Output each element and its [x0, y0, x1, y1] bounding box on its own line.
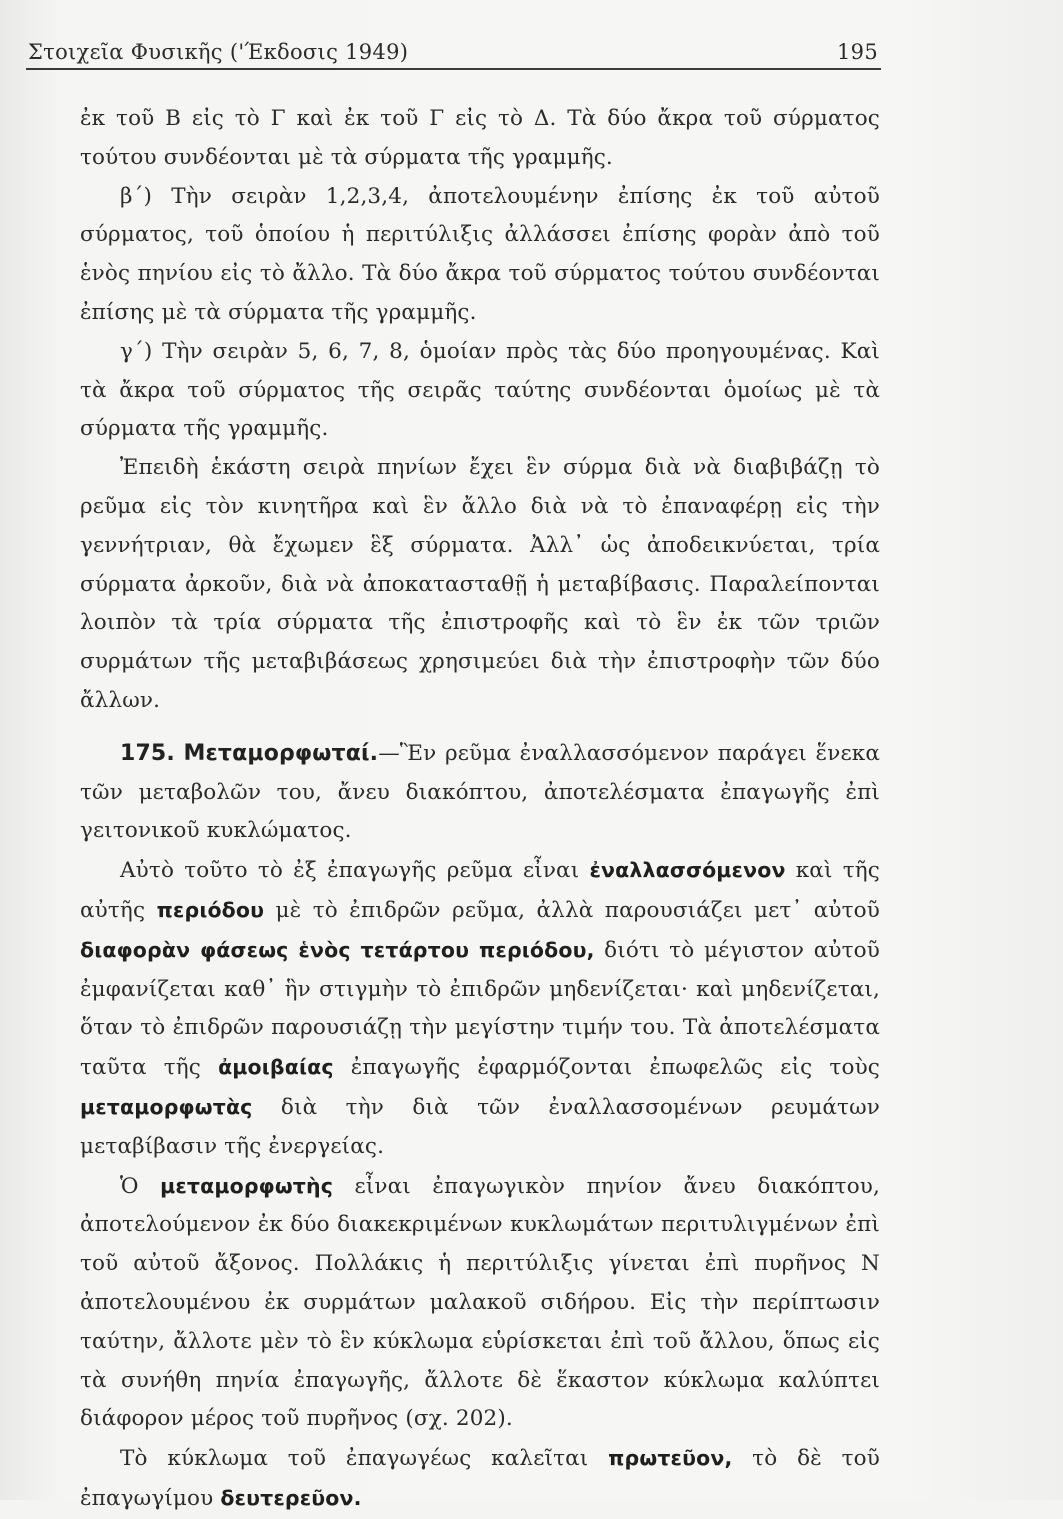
text-run: ἐπαγωγῆς ἐφαρμόζονται ἐπωφελῶς εἰς τοὺς [333, 1055, 880, 1081]
text-run: τὸ δὲ τοῦ ἐπαγωγίμου [80, 1446, 881, 1511]
page-body [80, 100, 880, 1519]
term-period: περιόδου [156, 897, 265, 922]
page-number: 195 [837, 40, 878, 64]
paragraph-series-c: γ΄) Τὴν σειρὰν 5, 6, 7, 8, ὁμοίαν πρὸς τὰς δύο προηγουμένας. Καὶ τὰ ἄκρα τοῦ σύρματος τῆς σειρᾶς ταύτης συνδέονται ὁμοίως μὲ τὰ σύρματα τῆς γραμμῆς. [80, 338, 880, 442]
paragraph-transformer [80, 1167, 880, 1440]
text-run: Αὐτὸ τοῦτο τὸ ἐξ ἐπαγωγῆς ρεῦμα εἶναι [120, 858, 590, 884]
text-run: καὶ τῆς αὐτῆς [80, 858, 880, 923]
term-phase-difference: διαφορὰν φάσεως ἑνὸς τετάρτου περιόδου, [80, 937, 595, 962]
section-title: Μεταμορφωταί. [183, 740, 379, 766]
paragraph-series-b: β΄) Τὴν σειρὰν 1,2,3,4, ἀποτελουμένην ἐπίσης ἐκ τοῦ αὐτοῦ σύρματος, τοῦ ὁποίου ἡ περιτύλιξις ἀλλάσσει ἐπίσης φορὰν ἀπὸ τοῦ ἑνὸς πηνίου εἰς τὸ ἄλλο. Τὰ δύο ἄκρα τοῦ σύρματος τούτου συνδέονται ἐπίσης μὲ τὰ σύρματα τῆς γραμμῆς. [80, 183, 880, 325]
paragraph-primary-secondary [80, 1439, 880, 1519]
term-mutual: ἀμοιβαίας [218, 1055, 334, 1080]
text-run: διότι τὸ μέγιστον αὐτοῦ ἐμφανίζεται καθ᾽ ἣν στιγμὴν τὸ ἐπιδρῶν μηδενίζεται· καὶ μηδενίζεται, ὅταν τὸ ἐπιδρῶν παρουσιάζῃ τὴν μεγίστην τιμήν του. Τὰ ἀποτελέσματα ταῦτα τῆς [80, 937, 880, 1081]
term-secondary: δευτερεῦον. [220, 1485, 362, 1510]
term-alternating: ἐναλλασσόμενον [589, 858, 786, 883]
section-dash: — [378, 740, 400, 766]
section-number: 175. [120, 740, 175, 766]
section-175 [80, 735, 880, 851]
header-rule [26, 68, 881, 70]
text-run: μὲ τὸ ἐπιδρῶν ρεῦμα, ἀλλὰ παρουσιάζει μετ᾽ αὐτοῦ [264, 897, 880, 923]
text-run: εἶναι ἐπαγωγικὸν πηνίον ἄνευ διακόπτου, ἀποτελούμενον ἐκ δύο διακεκριμένων κυκλωμάτων περιτυλιγμένων ἐπὶ τοῦ αὐτοῦ ἄξονος. Πολλάκις ἡ περιτύλιξις γίνεται ἐπὶ πυρῆνος Ν ἀποτελουμένου ἐκ συρμάτων μαλακοῦ σιδήρου. Εἰς τὴν περίπτωσιν ταύτην, ἄλλοτε μὲν τὸ ἓν κύκλωμα εὑρίσκεται ἐπὶ τοῦ ἄλλου, ὅπως εἰς τὰ συνήθη πηνία ἐπαγωγῆς, ἄλλοτε δὲ ἕκαστον κύκλωμα καλύπτει διάφορον μέρος τοῦ πυρῆνος (σχ. 202). [80, 1173, 880, 1432]
running-title: Στοιχεῖα Φυσικῆς ('Έκδοσις 1949) [28, 40, 409, 64]
term-transformer: μεταμορφωτὴς [160, 1173, 334, 1198]
paragraph-continuation: ἐκ τοῦ Β εἰς τὸ Γ καὶ ἐκ τοῦ Γ εἰς τὸ Δ. Τὰ δύο ἄκρα τοῦ σύρματος τούτου συνδέονται μὲ τὰ σύρματα τῆς γραμμῆς. [80, 106, 880, 170]
text-run: διὰ τὴν διὰ τῶν ἐναλλασσομένων ρευμάτων μεταβίβασιν τῆς ἐνεργείας. [80, 1094, 880, 1159]
term-primary: πρωτεῦον, [608, 1446, 733, 1471]
term-transformers: μεταμορφωτὰς [80, 1094, 253, 1119]
page-header [28, 40, 878, 64]
text-run: Τὸ κύκλωμα τοῦ ἐπαγωγέως καλεῖται [120, 1446, 609, 1472]
paragraph-wires: Ἐπειδὴ ἑκάστη σειρὰ πηνίων ἔχει ἓν σύρμα διὰ νὰ διαβιβάζῃ τὸ ρεῦμα εἰς τὸν κινητῆρα καὶ ἓν ἄλλο διὰ νὰ τὸ ἐπαναφέρῃ εἰς τὴν γεννήτριαν, θὰ ἔχωμεν ἓξ σύρματα. Ἀλλ᾽ ὡς ἀποδεικνύεται, τρία σύρματα ἀρκοῦν, διὰ νὰ ἀποκατασταθῇ ἡ μεταβίβασις. Παραλείπονται λοιπὸν τὰ τρία σύρματα τῆς ἐπιστροφῆς καὶ τὸ ἓν ἐκ τῶν τριῶν συρμάτων τῆς μεταβιβάσεως χρησιμεύει διὰ τὴν ἐπιστροφὴν τῶν δύο ἄλλων. [80, 455, 880, 713]
section-intro-text: Ἓν ρεῦμα ἐναλλασσόμενον παράγει ἕνεκα τῶν μεταβολῶν του, ἄνευ διακόπτου, ἀποτελέσματα ἐπαγωγῆς ἐπὶ γειτονικοῦ κυκλώματος. [80, 740, 881, 844]
paragraph-induced-current [80, 851, 880, 1166]
text-run: Ὁ [120, 1173, 161, 1199]
